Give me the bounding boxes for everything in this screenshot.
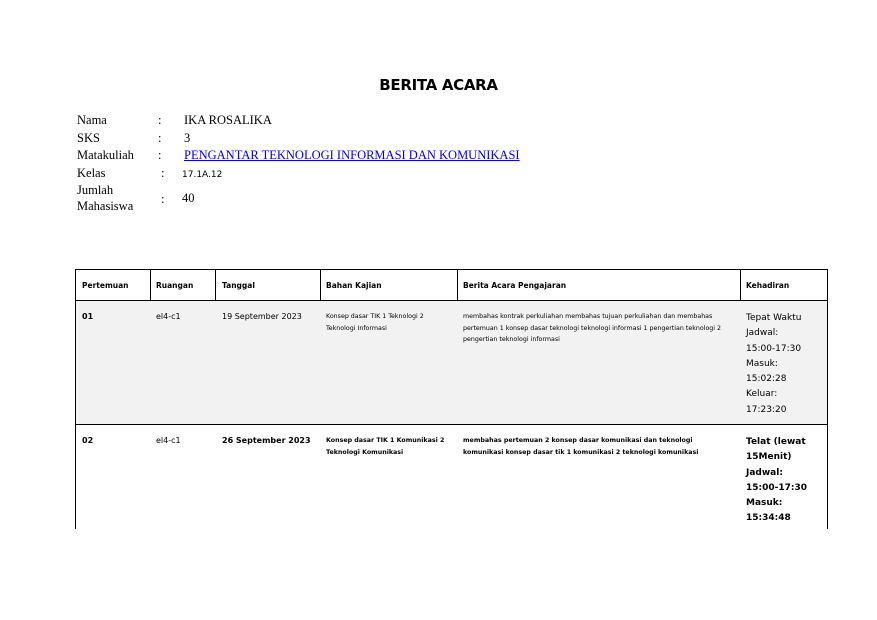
header-ruangan: Ruangan	[156, 281, 194, 290]
sks-value: 3	[184, 131, 191, 145]
jumlah-label-line2: Mahasiswa	[77, 199, 134, 213]
row1-status: Tepat Waktu	[746, 313, 802, 323]
row1-tanggal: 19 September 2023	[222, 312, 302, 321]
row1-ruangan: el4-c1	[156, 312, 181, 321]
attendance-table	[75, 269, 828, 529]
nama-label: Nama	[77, 113, 107, 127]
row1-masuk-label: Masuk:	[746, 358, 778, 369]
row1-keluar-label: Keluar:	[746, 389, 778, 400]
matakuliah-separator: :	[158, 148, 162, 162]
jumlah-label-line1: Jumlah	[77, 183, 114, 197]
row2-berita-acara: membahas pertemuan 2 konsep dasar komunikasi dan teknologi komunikasi konsep dasar tik 1 komunikasi 2 teknologi komunikasi	[463, 437, 699, 456]
row2-status-line2: 15Menit)	[746, 452, 792, 463]
kelas-separator: :	[161, 166, 165, 180]
row1-kehadiran	[746, 311, 826, 418]
header-pertemuan: Pertemuan	[82, 281, 129, 290]
sks-label: SKS	[77, 131, 100, 145]
sks-separator: :	[158, 131, 162, 145]
nama-separator: :	[158, 113, 162, 127]
row1-jadwal-label: Jadwal:	[746, 328, 779, 339]
row2-jadwal: 15:00-17:30	[746, 482, 808, 493]
nama-value: IKA ROSALIKA	[184, 113, 272, 127]
row2-masuk-label: Masuk:	[746, 498, 783, 509]
row1-masuk: 15:02:28	[746, 374, 787, 385]
kelas-value: 17.1A.12	[182, 170, 223, 180]
row2-status-line1: Telat (lewat	[746, 437, 806, 447]
row2-masuk: 15:34:48	[746, 513, 791, 524]
row2-bahan-kajian: Konsep dasar TIK 1 Komunikasi 2 Teknologi Komunikasi	[326, 437, 445, 456]
table-row	[76, 425, 827, 529]
header-berita-acara: Berita Acara Pengajaran	[463, 281, 567, 290]
header-tanggal: Tanggal	[222, 281, 255, 290]
table-header-row	[76, 270, 827, 301]
document-title: BERITA ACARA	[379, 76, 498, 94]
row2-pertemuan: 02	[82, 436, 94, 445]
row2-tanggal: 26 September 2023	[222, 436, 311, 445]
row2-ruangan: el4-c1	[156, 436, 181, 445]
jumlah-value: 40	[182, 191, 195, 205]
row2-jadwal-label: Jadwal:	[746, 467, 783, 478]
header-kehadiran: Kehadiran	[746, 281, 790, 290]
row1-berita-acara: membahas kontrak perkuliahan membahas tujuan perkuliahan dan membahas pertemuan 1 konsep dasar teknologi teknologi informasi 1 pengertian teknologi 2 pengertian teknologi informasi	[463, 313, 722, 343]
kelas-label: Kelas	[77, 166, 106, 180]
row1-keluar: 17:23:20	[746, 404, 787, 415]
row1-jadwal: 15:00-17:30	[746, 343, 802, 354]
jumlah-separator: :	[161, 192, 165, 206]
row2-kehadiran	[746, 435, 826, 527]
header-bahan-kajian: Bahan Kajian	[326, 281, 382, 290]
matakuliah-link[interactable]: PENGANTAR TEKNOLOGI INFORMASI DAN KOMUNIKASI	[184, 148, 520, 162]
row1-bahan-kajian: Konsep dasar TIK 1 Teknologi 2 Teknologi Informasi	[326, 313, 424, 332]
row1-pertemuan: 01	[82, 312, 94, 321]
matakuliah-label: Matakuliah	[77, 148, 134, 162]
table-row	[76, 301, 827, 425]
